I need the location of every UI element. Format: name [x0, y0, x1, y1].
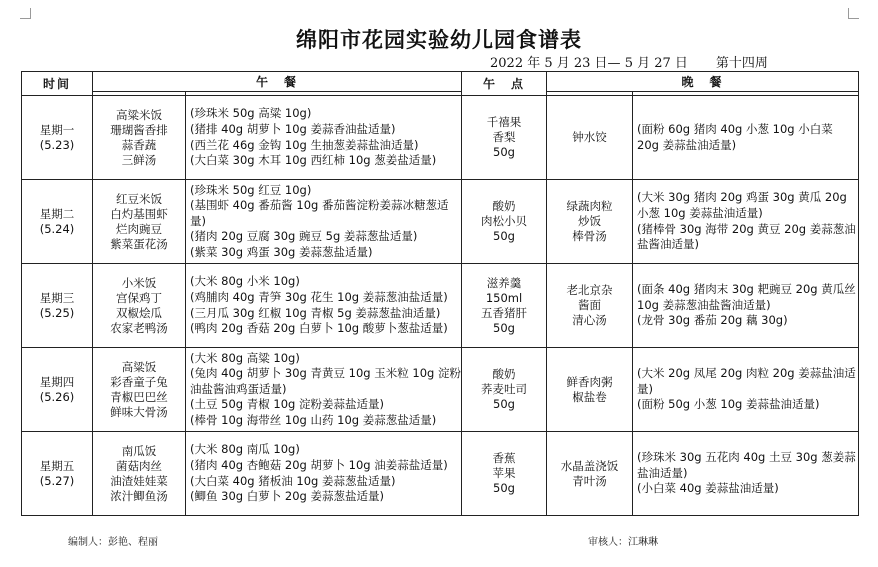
dinner-details-cell — [633, 432, 859, 516]
lunch-dish: 珊瑚酱香排 — [110, 122, 168, 137]
snack-line: 香蕉 — [492, 451, 516, 465]
snack-line: 50g — [493, 481, 515, 495]
lunch-ingredient-line: (鲫鱼 30g 白萝卜 20g 姜蒜葱盐适量) — [190, 489, 384, 504]
lunch-ingredient-line: (兔肉 40g 胡萝卜 30g 青黄豆 10g 玉米粒 10g 淀粉油盐酱油鸡蛋适量) — [190, 366, 461, 396]
lunch-dish: 青椒巴巴丝 — [110, 389, 168, 404]
page-corner-mark-right — [848, 8, 859, 19]
dinner-ingredient-line: (龙骨 30g 番茄 20g 藕 30g) — [637, 313, 788, 328]
snack-line: 五香猪肝 — [481, 305, 528, 320]
dinner-ingredient-line: (面条 40g 猪肉末 30g 耙豌豆 20g 黄瓜丝 10g 姜蒜葱油盐酱油适量) — [637, 282, 856, 312]
dinner-dish: 酱面 — [578, 298, 602, 312]
snack-line: 50g — [493, 320, 515, 335]
lunch-dish: 鲜味大骨汤 — [110, 404, 168, 419]
lunch-dish: 蒜香蔬 — [121, 137, 157, 152]
dinner-dishes-cell — [547, 264, 633, 348]
compiled-by: 编制人：彭艳、程丽 — [68, 537, 158, 548]
date-range-line — [490, 52, 820, 71]
day-date: (5.23) — [39, 137, 75, 152]
lunch-dish: 彩香童子兔 — [110, 374, 168, 389]
lunch-ingredient-line: (珍珠米 50g 红豆 10g) — [190, 182, 312, 197]
dinner-dish: 水晶盖浇饭 — [560, 458, 619, 473]
day-name: 星期三 — [39, 290, 75, 305]
header-lunch: 午 餐 — [93, 72, 462, 92]
lunch-details-cell — [186, 180, 462, 264]
lunch-ingredient-line: (大白菜 40g 猪板油 10g 姜蒜葱盐适量) — [190, 473, 396, 488]
day-cell — [22, 348, 93, 432]
day-name: 星期四 — [39, 374, 75, 389]
lunch-dishes-cell — [93, 432, 186, 516]
lunch-ingredient-line: (紫菜 30g 鸡蛋 30g 姜蒜葱盐适量) — [190, 244, 373, 259]
reviewed-by: 审核人：江琳琳 — [588, 537, 658, 548]
dinner-dish: 炒饭 — [578, 214, 602, 228]
day-name: 星期五 — [39, 458, 75, 473]
dinner-details-cell — [633, 96, 859, 180]
lunch-details-cell — [186, 348, 462, 432]
snack-cell — [462, 264, 547, 348]
week-label: 第十四周 — [715, 56, 768, 71]
dinner-dish: 青叶汤 — [572, 473, 607, 488]
lunch-dish: 白灼基围虾 — [110, 206, 168, 221]
lunch-dish: 红豆米饭 — [116, 191, 162, 206]
snack-line: 荞麦吐司 — [481, 382, 528, 396]
lunch-ingredient-line: (大米 80g 高粱 10g) — [190, 350, 300, 365]
dinner-dish: 鲜香肉粥 — [566, 374, 613, 389]
lunch-dish: 双椒烩瓜 — [116, 305, 162, 320]
dinner-ingredient-line: (面粉 60g 猪肉 40g 小葱 10g 小白菜 20g 姜蒜盐油适量) — [637, 121, 833, 152]
day-row — [22, 432, 859, 516]
lunch-ingredient-line: (西兰花 46g 金钩 10g 生抽葱姜蒜盐油适量) — [190, 137, 419, 152]
lunch-ingredient-line: (大米 80g 小米 10g) — [190, 274, 300, 289]
day-cell — [22, 180, 93, 264]
lunch-dish: 油渣娃娃菜 — [110, 473, 168, 488]
day-row — [22, 180, 859, 264]
dinner-ingredient-line: (珍珠米 30g 五花肉 40g 土豆 30g 葱姜蒜盐油适量) — [637, 450, 856, 480]
day-row — [22, 96, 859, 180]
day-name: 星期一 — [39, 122, 75, 137]
snack-line: 肉松小贝 — [481, 214, 528, 228]
dinner-dishes-cell — [547, 180, 633, 264]
day-row — [22, 264, 859, 348]
lunch-dish: 三鲜汤 — [121, 152, 157, 167]
snack-line: 滋养羹 — [486, 275, 522, 290]
dinner-ingredient-line: (小白菜 40g 姜蒜盐油适量) — [637, 481, 779, 496]
lunch-ingredient-line: (猪肉 40g 杏鲍菇 20g 胡萝卜 10g 油姜蒜盐适量) — [190, 457, 448, 472]
page-corner-mark-left — [20, 8, 31, 19]
snack-cell — [462, 432, 547, 516]
day-date: (5.24) — [39, 221, 75, 236]
lunch-ingredient-line: (土豆 50g 青椒 10g 淀粉姜蒜盐适量) — [190, 397, 384, 412]
dinner-dish: 钟水饺 — [572, 130, 607, 144]
lunch-ingredient-line: (鸡脯肉 40g 青笋 30g 花生 10g 姜蒜葱油盐适量) — [190, 289, 448, 304]
lunch-ingredient-line: (大米 80g 南瓜 10g) — [190, 442, 300, 457]
lunch-details-cell — [186, 96, 462, 180]
day-date: (5.27) — [39, 473, 75, 488]
lunch-details-cell — [186, 264, 462, 348]
lunch-dish: 南瓜饭 — [121, 443, 157, 458]
dinner-dish: 老北京杂 — [566, 283, 613, 297]
snack-cell — [462, 96, 547, 180]
snack-line: 香梨 — [492, 130, 516, 144]
lunch-dish: 菌菇肉丝 — [116, 458, 162, 473]
header-snack: 午 点 — [462, 72, 547, 96]
snack-line: 千禧果 — [486, 115, 522, 129]
dinner-dish: 清心汤 — [572, 313, 607, 327]
day-date: (5.25) — [39, 305, 75, 320]
dinner-ingredient-line: (大米 30g 猪肉 20g 鸡蛋 30g 黄瓜 20g 小葱 10g 姜蒜盐油适量) — [637, 190, 847, 220]
dinner-ingredient-line: (大米 20g 凤尾 20g 肉粒 20g 姜蒜盐油适量) — [637, 366, 856, 396]
snack-line: 酸奶 — [492, 367, 516, 381]
lunch-dish: 农家老鸭汤 — [110, 320, 168, 335]
lunch-dish: 烂肉豌豆 — [116, 221, 162, 236]
lunch-ingredient-line: (大白菜 30g 木耳 10g 西红柿 10g 葱姜盐适量) — [190, 153, 437, 168]
document-title: 绵阳市花园实验幼儿园食谱表 — [296, 28, 582, 52]
snack-cell — [462, 348, 547, 432]
dinner-dishes-cell — [547, 432, 633, 516]
dinner-dish: 绿蔬肉粒 — [566, 199, 613, 213]
dinner-dishes-cell — [547, 348, 633, 432]
day-name: 星期二 — [39, 206, 75, 221]
menu-body — [22, 96, 859, 516]
dinner-details-cell — [633, 348, 859, 432]
menu-table — [21, 71, 859, 516]
day-cell — [22, 432, 93, 516]
dinner-details-cell — [633, 264, 859, 348]
lunch-dish: 宫保鸡丁 — [116, 290, 162, 305]
lunch-dish: 紫菜蛋花汤 — [110, 236, 168, 251]
snack-line: 酸奶 — [492, 199, 516, 213]
day-cell — [22, 264, 93, 348]
lunch-dishes-cell — [93, 348, 186, 432]
lunch-ingredient-line: (三月瓜 30g 红椒 10g 青椒 5g 姜蒜葱盐油适量) — [190, 305, 441, 320]
dinner-dish: 椒盐卷 — [572, 389, 607, 404]
dinner-ingredient-line: (猪棒骨 30g 海带 20g 黄豆 20g 姜蒜葱油盐酱油适量) — [637, 221, 856, 252]
dinner-dishes-cell — [547, 96, 633, 180]
lunch-dishes-cell — [93, 264, 186, 348]
day-row — [22, 348, 859, 432]
header-dinner: 晚 餐 — [547, 72, 859, 92]
lunch-details-cell — [186, 432, 462, 516]
lunch-dish: 高粱饭 — [121, 359, 157, 374]
lunch-ingredient-line: (猪肉 20g 豆腐 30g 豌豆 5g 姜蒜葱盐适量) — [190, 229, 418, 244]
dinner-ingredient-line: (面粉 50g 小葱 10g 姜蒜盐油适量) — [637, 397, 820, 412]
snack-line: 50g — [493, 145, 515, 159]
lunch-dishes-cell — [93, 180, 186, 264]
snack-line: 150ml — [485, 290, 523, 305]
dinner-details-cell — [633, 180, 859, 264]
snack-line: 50g — [493, 229, 515, 243]
lunch-dish: 高粱米饭 — [116, 107, 162, 122]
snack-cell — [462, 180, 547, 264]
lunch-ingredient-line: (猪排 40g 胡萝卜 10g 姜蒜香油盐适量) — [190, 121, 396, 136]
lunch-dish: 浓汁鲫鱼汤 — [110, 488, 168, 503]
lunch-dish: 小米饭 — [121, 275, 157, 290]
snack-line: 苹果 — [492, 466, 516, 480]
lunch-ingredient-line: (棒骨 10g 海带丝 10g 山药 10g 姜蒜葱盐适量) — [190, 412, 437, 427]
lunch-dishes-cell — [93, 96, 186, 180]
lunch-ingredient-line: (基围虾 40g 番茄酱 10g 番茄酱淀粉姜蒜冰糖葱适量) — [190, 198, 449, 228]
header-time: 时间 — [22, 72, 93, 96]
lunch-ingredient-line: (鸭肉 20g 香菇 20g 白萝卜 10g 酸萝卜葱盐适量) — [190, 321, 448, 336]
day-cell — [22, 96, 93, 180]
day-date: (5.26) — [39, 389, 75, 404]
date-range: 2022 年 5 月 23 日— 5 月 27 日 — [490, 56, 688, 71]
dinner-dish: 棒骨汤 — [572, 229, 607, 243]
lunch-ingredient-line: (珍珠米 50g 高粱 10g) — [190, 106, 312, 121]
snack-line: 50g — [493, 397, 515, 411]
